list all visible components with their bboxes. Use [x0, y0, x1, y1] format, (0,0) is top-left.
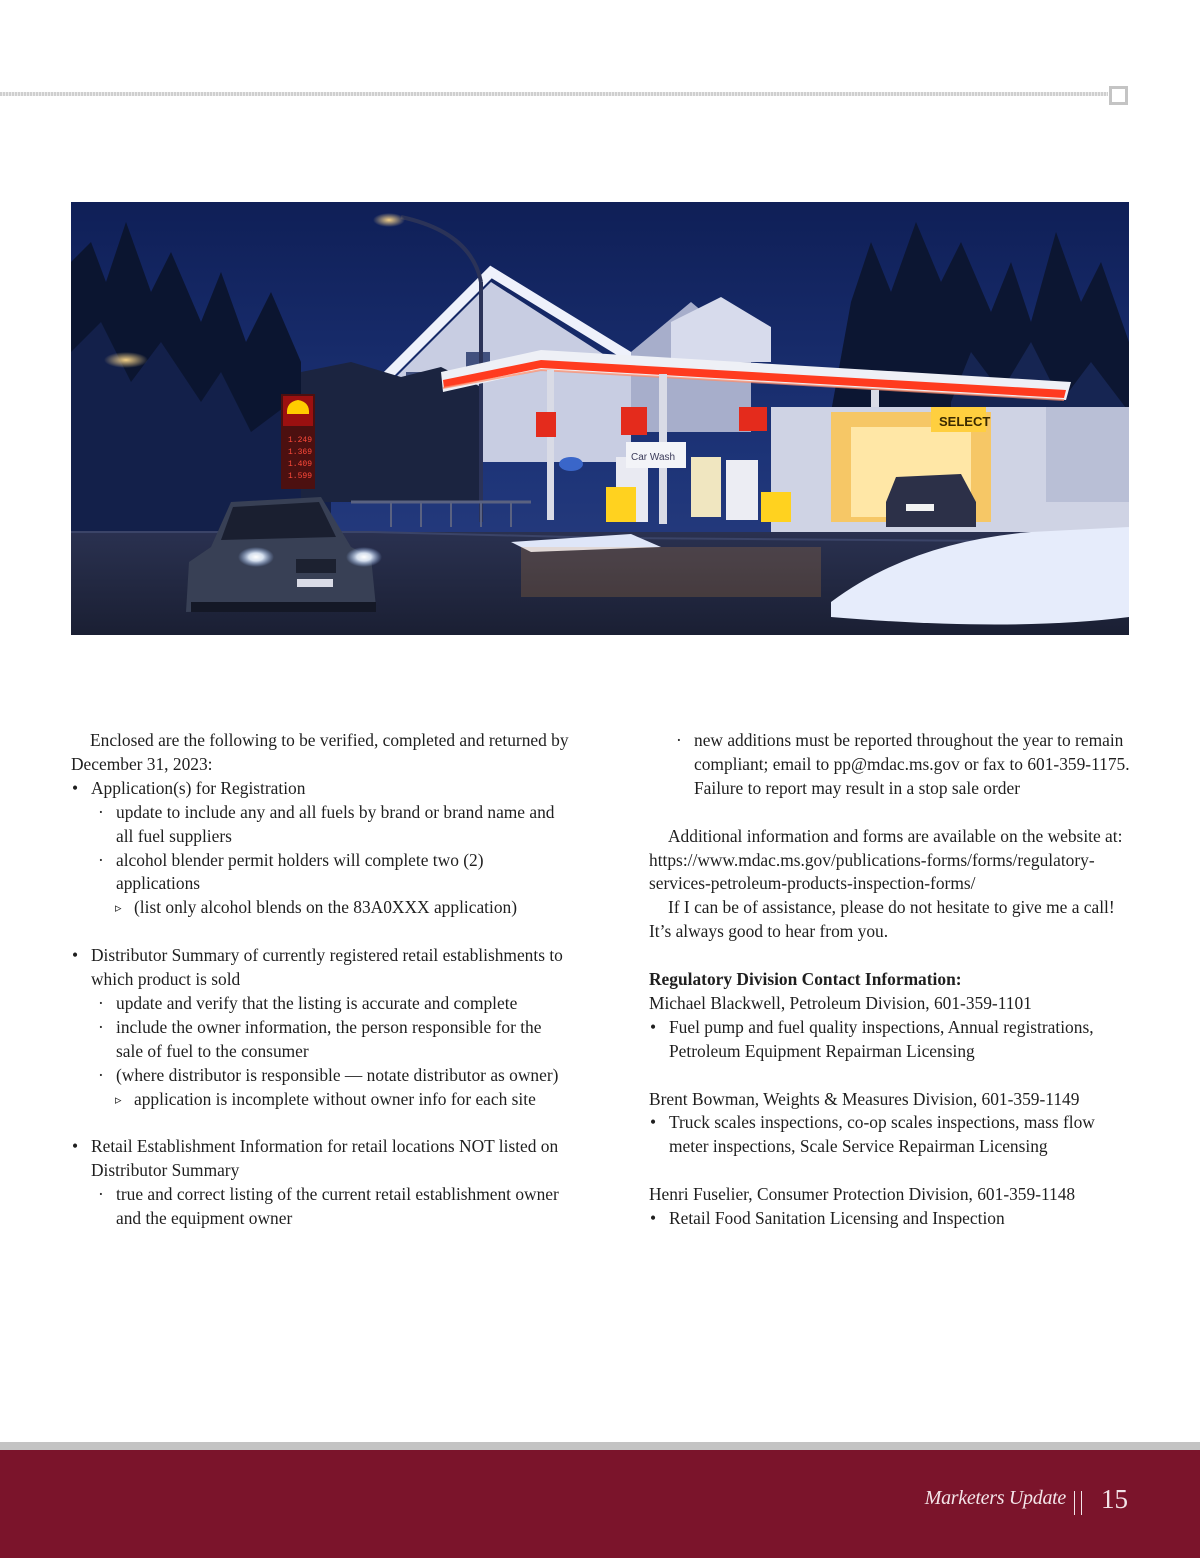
list-item-distributor-summary: • Distributor Summary of currently registered retail establishments to which product is sold — [71, 944, 571, 992]
contact-duties — [649, 1111, 1131, 1159]
list-subitem: · new additions must be reported throughout the year to remain compliant; email to pp@mdac.ms.gov or fax to 601-359-1175. Failure to report may result in a stop sale order — [649, 729, 1131, 801]
contact-name: Brent Bowman, Weights & Measures Division, 601-359-1149 — [649, 1088, 1080, 1109]
right-column — [649, 729, 1131, 1231]
list-subitem: · true and correct listing of the current retail establishment owner and the equipment owner — [71, 1183, 571, 1231]
assistance-paragraph: If I can be of assistance, please do not hesitate to give me a call! It’s always good to hear from you. — [649, 897, 1115, 942]
publication-title: Marketers Update — [924, 1487, 1066, 1509]
footer-stripe — [0, 1442, 1200, 1450]
page-number: 15 — [1101, 1484, 1128, 1514]
photo-price-4: 1.599 — [288, 472, 313, 481]
footer-separator — [1074, 1491, 1082, 1515]
gas-station-photo — [71, 202, 1129, 635]
top-dotted-rule — [0, 92, 1108, 96]
list-subitem: · update to include any and all fuels by brand or brand name and all fuel suppliers — [71, 801, 571, 849]
list-item-applications: • Application(s) for Registration — [71, 777, 571, 801]
left-column — [71, 729, 571, 1231]
photo-price-2: 1.369 — [288, 448, 313, 457]
photo-carwash-sign: Car Wash — [631, 452, 676, 463]
photo-select-sign: SELECT — [939, 414, 991, 429]
list-subitem: · update and verify that the listing is accurate and complete — [71, 992, 571, 1016]
corner-square-ornament — [1109, 86, 1128, 105]
intro-paragraph: Enclosed are the following to be verified, completed and returned by December 31, 2023: — [71, 730, 569, 774]
list-subitem: · include the owner information, the person responsible for the sale of fuel to the consumer — [71, 1016, 571, 1064]
contact-duty: • Truck scales inspections, co-op scales inspections, mass flow meter inspections, Scale Service Repairman Licensing — [649, 1111, 1131, 1159]
contact-heading: Regulatory Division Contact Information: — [649, 969, 962, 990]
contact-duties — [649, 1207, 1131, 1231]
contact-duty: • Retail Food Sanitation Licensing and Inspection — [649, 1207, 1131, 1231]
distributor-list — [71, 944, 571, 1111]
contact-duty: • Fuel pump and fuel quality inspections, Annual registrations, Petroleum Equipment Repairman Licensing — [649, 1016, 1131, 1064]
photo-price-1: 1.249 — [288, 436, 313, 445]
contact-name: Henri Fuselier, Consumer Protection Division, 601-359-1148 — [649, 1184, 1076, 1205]
registration-list — [71, 777, 571, 920]
list-subsubitem: ▹ (list only alcohol blends on the 83A0XXX application) — [71, 896, 571, 920]
list-subitem: · (where distributor is responsible — notate distributor as owner) — [71, 1064, 571, 1088]
contact-name: Michael Blackwell, Petroleum Division, 601-359-1101 — [649, 992, 1032, 1013]
list-subitem: · alcohol blender permit holders will complete two (2) applications — [71, 849, 571, 897]
retail-list-continued — [649, 729, 1131, 801]
photo-price-3: 1.409 — [288, 460, 313, 469]
list-subsubitem: ▹ application is incomplete without owner info for each site — [71, 1088, 571, 1112]
contact-duties — [649, 1016, 1131, 1064]
additional-info-paragraph: Additional information and forms are available on the website at: https://www.mdac.ms.gov/publications-forms/forms/regulatory-services-petroleum-products-inspection-forms/ — [649, 825, 1123, 894]
list-item-retail-establishment: • Retail Establishment Information for retail locations NOT listed on Distributor Summary — [71, 1135, 571, 1183]
retail-list — [71, 1135, 571, 1231]
